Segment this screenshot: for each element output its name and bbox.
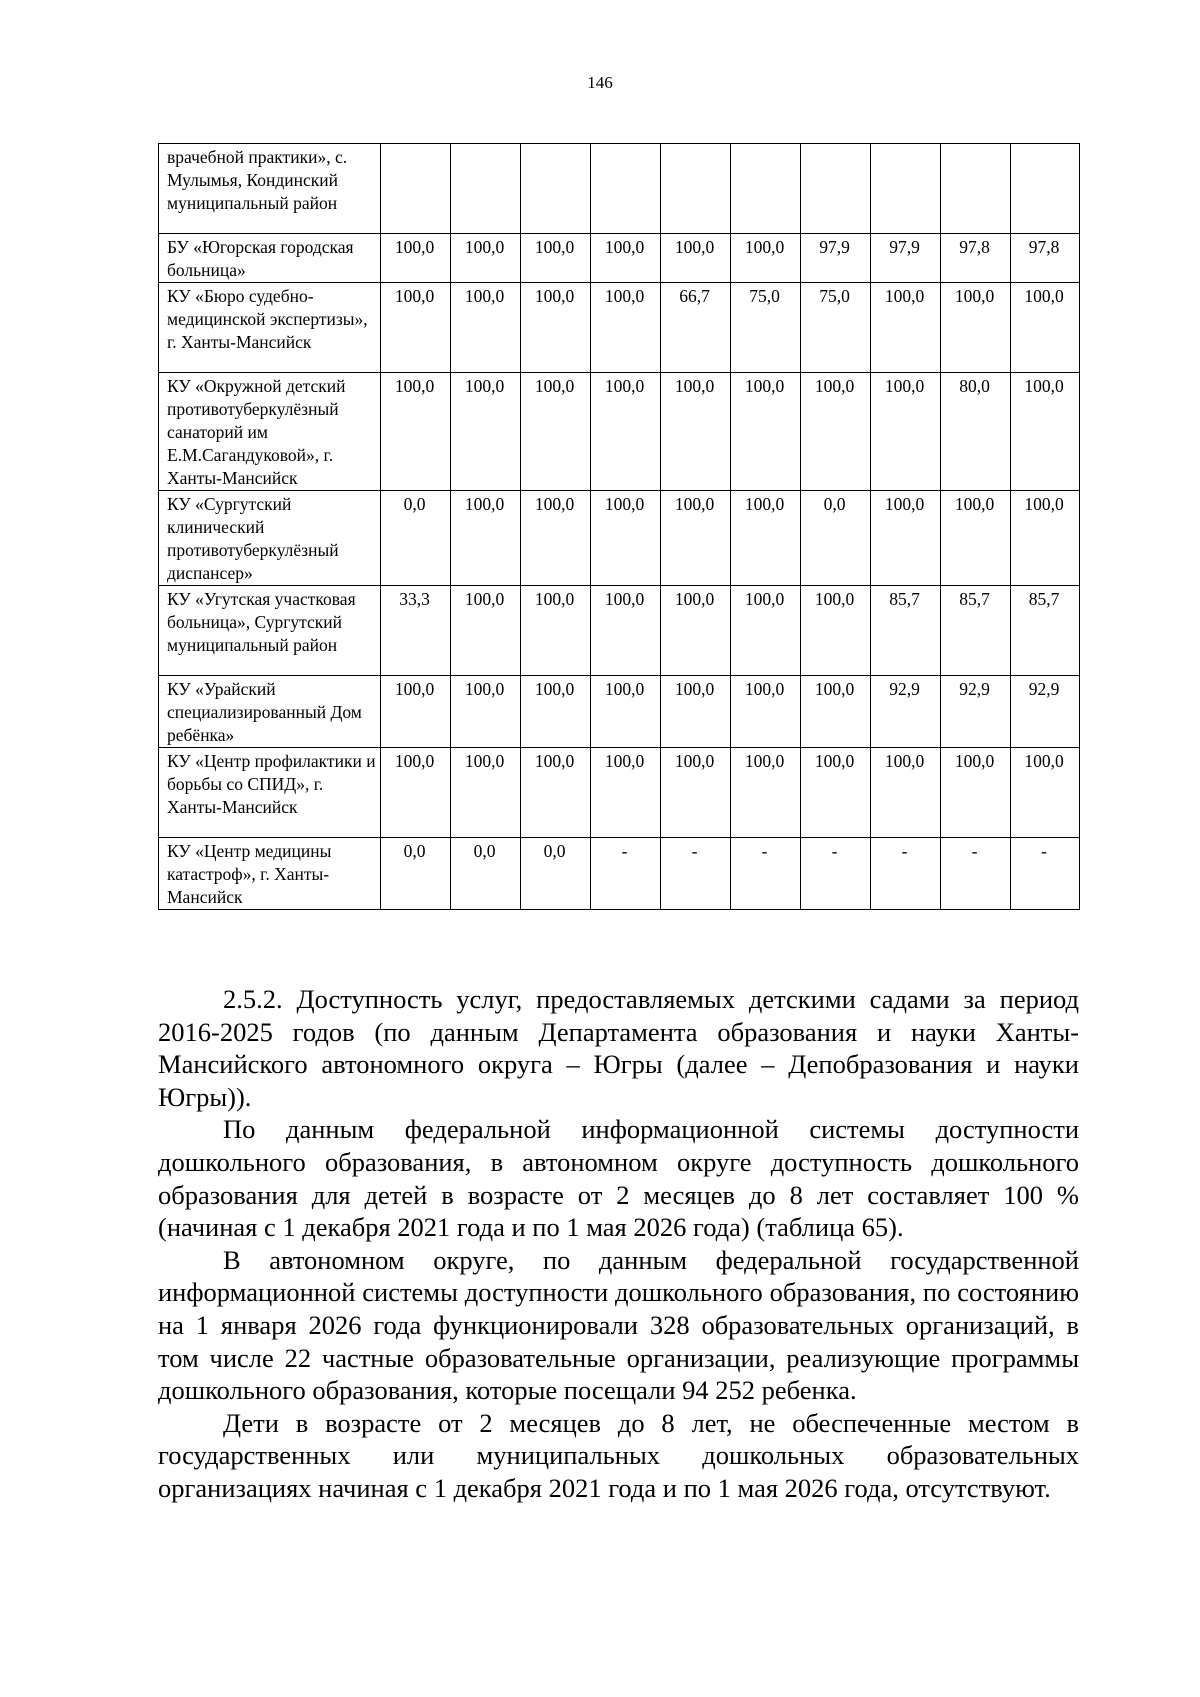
table-cell: 100,0	[661, 373, 731, 491]
row-label: КУ «Угутская участковая больница», Сургутский муниципальный район	[159, 586, 381, 676]
table-cell: 100,0	[451, 676, 521, 748]
table-cell: 33,3	[381, 586, 451, 676]
table-cell: -	[661, 838, 731, 910]
table-cell: 97,9	[871, 234, 941, 283]
table-row	[159, 838, 1080, 910]
paragraph-availability: По данным федеральной информационной системы доступности дошкольного образования, в автономном округе доступность дошкольного образования для детей в возрасте от 2 месяцев до 8 лет составляет 100 % (начиная с 1 декабря 2021 года и по 1 мая 2026 года) (таблица 65).	[158, 1114, 1079, 1243]
table-cell: 0,0	[521, 838, 591, 910]
table-cell: 100,0	[591, 373, 661, 491]
table-cell: 100,0	[941, 283, 1011, 373]
table-body	[159, 144, 1080, 910]
table-cell: 100,0	[1011, 373, 1080, 491]
table-cell	[381, 144, 451, 234]
table-cell	[521, 144, 591, 234]
table-row	[159, 283, 1080, 373]
table-cell	[1011, 144, 1080, 234]
body-text	[158, 983, 1079, 1505]
page-number: 146	[587, 73, 613, 92]
table-row	[159, 586, 1080, 676]
table-cell: 0,0	[381, 491, 451, 586]
table-cell: 100,0	[381, 234, 451, 283]
table-row	[159, 748, 1080, 838]
table-cell: 100,0	[731, 586, 801, 676]
table-cell: 100,0	[451, 586, 521, 676]
table-cell: 100,0	[521, 283, 591, 373]
table-cell: 97,9	[801, 234, 871, 283]
paragraph-section-2-5-2: 2.5.2. Доступность услуг, предоставляемых детскими садами за период 2016-2025 годов (по данным Департамента образования и науки Ханты-Мансийского автономного округа – Югры (далее – Депобразования и науки Югры)).	[158, 984, 1079, 1112]
table-cell: 100,0	[451, 283, 521, 373]
table-cell: -	[941, 838, 1011, 910]
row-label: КУ «Центр медицины катастроф», г. Ханты-Мансийск	[159, 838, 381, 910]
table-cell	[661, 144, 731, 234]
table-cell: 100,0	[521, 491, 591, 586]
table-cell: 100,0	[451, 234, 521, 283]
table-cell: 100,0	[521, 234, 591, 283]
table-row	[159, 373, 1080, 491]
table-cell	[941, 144, 1011, 234]
table-cell: 92,9	[871, 676, 941, 748]
table-cell: 100,0	[661, 491, 731, 586]
table-cell: 97,8	[941, 234, 1011, 283]
table-cell: 100,0	[451, 373, 521, 491]
table-cell: 100,0	[661, 748, 731, 838]
table-cell: 75,0	[801, 283, 871, 373]
table-row	[159, 676, 1080, 748]
row-label: КУ «Окружной детский противотуберкулёзный санаторий им Е.М.Сагандуковой», г. Ханты-Мансийск	[159, 373, 381, 491]
table-cell: 100,0	[801, 676, 871, 748]
table-cell: -	[801, 838, 871, 910]
table-cell: 100,0	[451, 491, 521, 586]
table-cell	[591, 144, 661, 234]
table-cell: 100,0	[941, 748, 1011, 838]
table-cell	[801, 144, 871, 234]
data-table	[158, 143, 1080, 910]
table-cell: 100,0	[731, 234, 801, 283]
table-cell: 100,0	[521, 373, 591, 491]
row-label: врачебной практики», с. Мулымья, Кондинский муниципальный район	[159, 144, 381, 234]
table-cell: 100,0	[801, 586, 871, 676]
paragraph-organizations: В автономном округе, по данным федеральной государственной информационной системы доступности дошкольного образования, по состоянию на 1 января 2026 года функционировали 328 образовательных организаций, в том числе 22 частные образовательные организации, реализующие программы дошкольного образования, которые посещали 94 252 ребенка.	[158, 1244, 1079, 1406]
table-cell: 85,7	[941, 586, 1011, 676]
table-cell: 0,0	[381, 838, 451, 910]
table-cell: 100,0	[731, 676, 801, 748]
row-label: БУ «Югорская городская больница»	[159, 234, 381, 283]
table-cell: 100,0	[941, 491, 1011, 586]
table-cell: 0,0	[801, 491, 871, 586]
table-cell: 0,0	[451, 838, 521, 910]
table-cell: -	[1011, 838, 1080, 910]
table-cell: 92,9	[1011, 676, 1080, 748]
table-cell: 100,0	[591, 491, 661, 586]
table-cell: 100,0	[521, 676, 591, 748]
table-cell: 100,0	[1011, 283, 1080, 373]
table-cell: 100,0	[451, 748, 521, 838]
table-cell: 100,0	[661, 586, 731, 676]
table-cell: 100,0	[381, 283, 451, 373]
table-cell: 100,0	[731, 748, 801, 838]
table-cell: -	[591, 838, 661, 910]
table-cell: 100,0	[871, 373, 941, 491]
table-cell: 97,8	[1011, 234, 1080, 283]
table-cell: 100,0	[381, 676, 451, 748]
table-cell: -	[731, 838, 801, 910]
table-cell: 100,0	[1011, 491, 1080, 586]
table-cell: 100,0	[801, 748, 871, 838]
table-row	[159, 144, 1080, 234]
table-cell: 100,0	[591, 234, 661, 283]
table-cell: 100,0	[871, 748, 941, 838]
table-cell: 92,9	[941, 676, 1011, 748]
row-label: КУ «Урайский специализированный Дом ребёнка»	[159, 676, 381, 748]
row-label: КУ «Сургутский клинический противотуберкулёзный диспансер»	[159, 491, 381, 586]
table-cell: 100,0	[871, 283, 941, 373]
table-cell: 100,0	[591, 586, 661, 676]
table-cell	[871, 144, 941, 234]
row-label: КУ «Бюро судебно-медицинской экспертизы», г. Ханты-Мансийск	[159, 283, 381, 373]
table-cell: 100,0	[661, 676, 731, 748]
table-cell: 100,0	[591, 676, 661, 748]
table-cell: 100,0	[731, 491, 801, 586]
table-cell: 100,0	[1011, 748, 1080, 838]
table-cell	[451, 144, 521, 234]
table-cell: 100,0	[381, 373, 451, 491]
table-cell: 100,0	[731, 373, 801, 491]
table-cell: 80,0	[941, 373, 1011, 491]
table-cell: 100,0	[521, 586, 591, 676]
paragraph-no-waitlist: Дети в возрасте от 2 месяцев до 8 лет, не обеспеченные местом в государственных или муниципальных дошкольных образовательных организациях начиная с 1 декабря 2021 года и по 1 мая 2026 года, отсутствуют.	[158, 1407, 1079, 1503]
table-cell: 100,0	[801, 373, 871, 491]
table-cell: 100,0	[381, 748, 451, 838]
table-row	[159, 491, 1080, 586]
table-cell: 100,0	[521, 748, 591, 838]
table-cell: -	[871, 838, 941, 910]
table-cell: 85,7	[1011, 586, 1080, 676]
table-cell: 85,7	[871, 586, 941, 676]
table-cell: 100,0	[661, 234, 731, 283]
row-label: КУ «Центр профилактики и борьбы со СПИД», г. Ханты-Мансийск	[159, 748, 381, 838]
table-cell	[731, 144, 801, 234]
table-cell: 75,0	[731, 283, 801, 373]
table-row	[159, 234, 1080, 283]
table-cell: 66,7	[661, 283, 731, 373]
table-cell: 100,0	[591, 748, 661, 838]
table-cell: 100,0	[871, 491, 941, 586]
table-cell: 100,0	[591, 283, 661, 373]
